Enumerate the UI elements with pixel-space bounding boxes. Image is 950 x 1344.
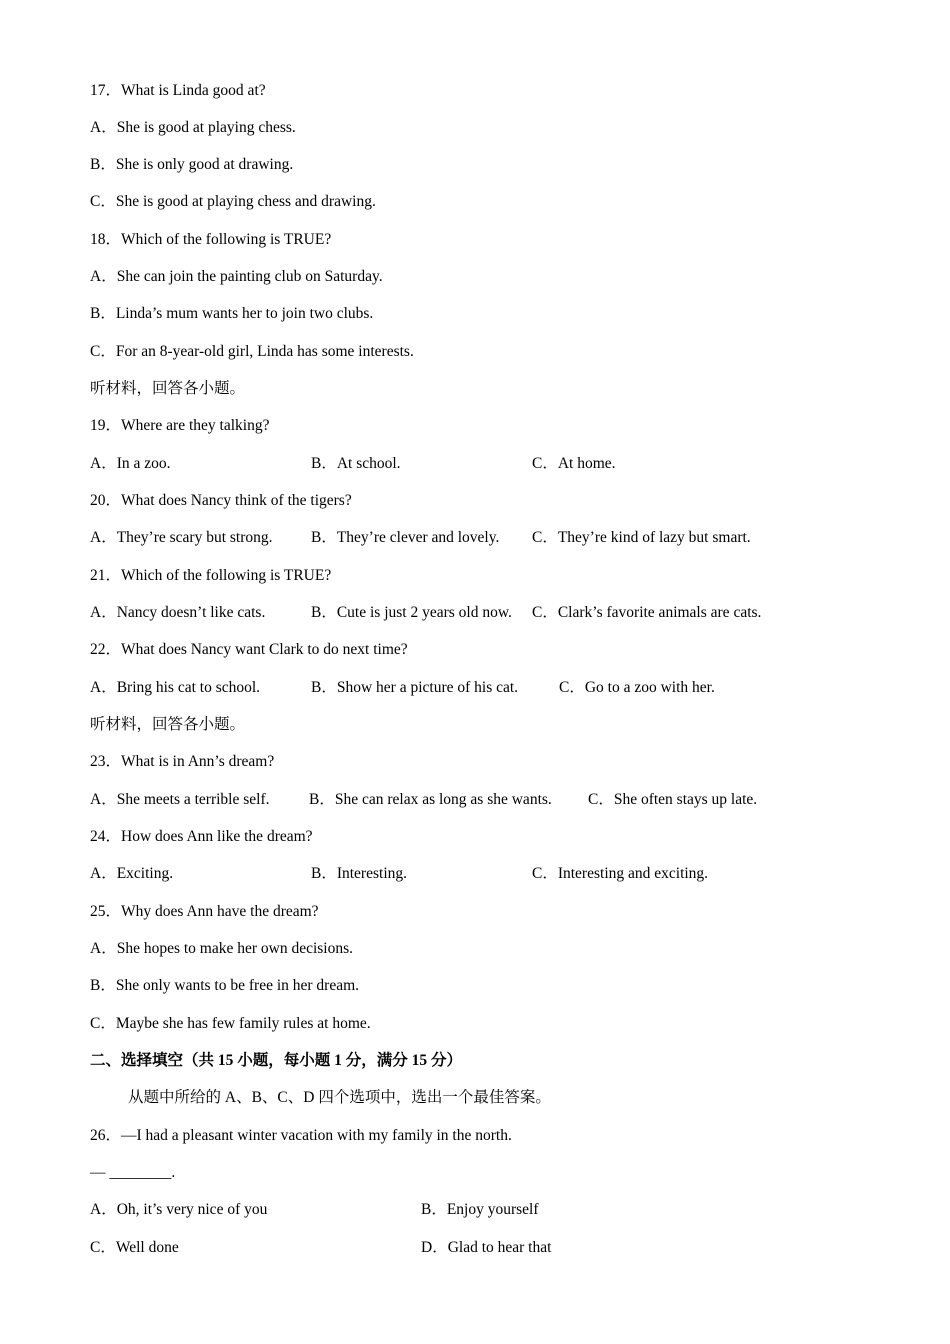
question-22-option-a: A．Bring his cat to school. xyxy=(90,679,261,696)
question-17-option-a: A．She is good at playing chess. xyxy=(90,119,296,136)
question-23-option-c: C．She often stays up late. xyxy=(588,791,758,808)
listening-instruction: 听材料，回答各小题。 xyxy=(90,716,246,733)
question-19-option-b: B．At school. xyxy=(311,455,401,472)
question-24-stem: 24．How does Ann like the dream? xyxy=(90,828,313,845)
question-23-option-a: A．She meets a terrible self. xyxy=(90,791,270,808)
question-17-option-c: C．She is good at playing chess and drawing. xyxy=(90,193,376,210)
question-21-option-b: B．Cute is just 2 years old now. xyxy=(311,604,512,621)
question-22-option-b: B．Show her a picture of his cat. xyxy=(311,679,519,696)
question-23-option-b: B．She can relax as long as she wants. xyxy=(309,791,552,808)
section-2-title: 二、选择填空（共 15 小题，每小题 1 分，满分 15 分） xyxy=(90,1052,463,1069)
question-26-option-a: A．Oh, it’s very nice of you xyxy=(90,1201,268,1218)
question-17-option-b: B．She is only good at drawing. xyxy=(90,156,294,173)
question-26-option-c: C．Well done xyxy=(90,1239,179,1256)
question-18-option-b: B．Linda’s mum wants her to join two clubs. xyxy=(90,305,374,322)
question-20-stem: 20．What does Nancy think of the tigers? xyxy=(90,492,352,509)
question-26-option-b: B．Enjoy yourself xyxy=(421,1201,539,1218)
question-21-option-c: C．Clark’s favorite animals are cats. xyxy=(532,604,762,621)
question-19-stem: 19．Where are they talking? xyxy=(90,417,270,434)
question-26-stem: 26．—I had a pleasant winter vacation with my family in the north. xyxy=(90,1127,512,1144)
question-18-option-a: A．She can join the painting club on Saturday. xyxy=(90,268,383,285)
question-19-option-c: C．At home. xyxy=(532,455,616,472)
question-20-option-b: B．They’re clever and lovely. xyxy=(311,529,500,546)
question-22-stem: 22．What does Nancy want Clark to do next time? xyxy=(90,641,408,658)
question-20-option-a: A．They’re scary but strong. xyxy=(90,529,273,546)
question-19-option-a: A．In a zoo. xyxy=(90,455,171,472)
section-2-instruction: 从题中所给的 A、B、C、D 四个选项中，选出一个最佳答案。 xyxy=(128,1089,551,1106)
question-24-option-b: B．Interesting. xyxy=(311,865,407,882)
question-26-blank: — ________. xyxy=(90,1164,176,1181)
question-25-stem: 25．Why does Ann have the dream? xyxy=(90,903,319,920)
question-21-option-a: A．Nancy doesn’t like cats. xyxy=(90,604,266,621)
question-26-option-d: D．Glad to hear that xyxy=(421,1239,552,1256)
question-25-option-a: A．She hopes to make her own decisions. xyxy=(90,940,354,957)
question-17-stem: 17．What is Linda good at? xyxy=(90,82,266,99)
question-25-option-c: C．Maybe she has few family rules at home. xyxy=(90,1015,371,1032)
question-25-option-b: B．She only wants to be free in her dream. xyxy=(90,977,360,994)
question-24-option-c: C．Interesting and exciting. xyxy=(532,865,709,882)
question-24-option-a: A．Exciting. xyxy=(90,865,174,882)
question-20-option-c: C．They’re kind of lazy but smart. xyxy=(532,529,751,546)
question-23-stem: 23．What is in Ann’s dream? xyxy=(90,753,275,770)
question-21-stem: 21．Which of the following is TRUE? xyxy=(90,567,332,584)
question-18-stem: 18．Which of the following is TRUE? xyxy=(90,231,332,248)
listening-instruction: 听材料，回答各小题。 xyxy=(90,380,246,397)
question-18-option-c: C．For an 8-year-old girl, Linda has some interests. xyxy=(90,343,414,360)
question-22-option-c: C．Go to a zoo with her. xyxy=(559,679,715,696)
